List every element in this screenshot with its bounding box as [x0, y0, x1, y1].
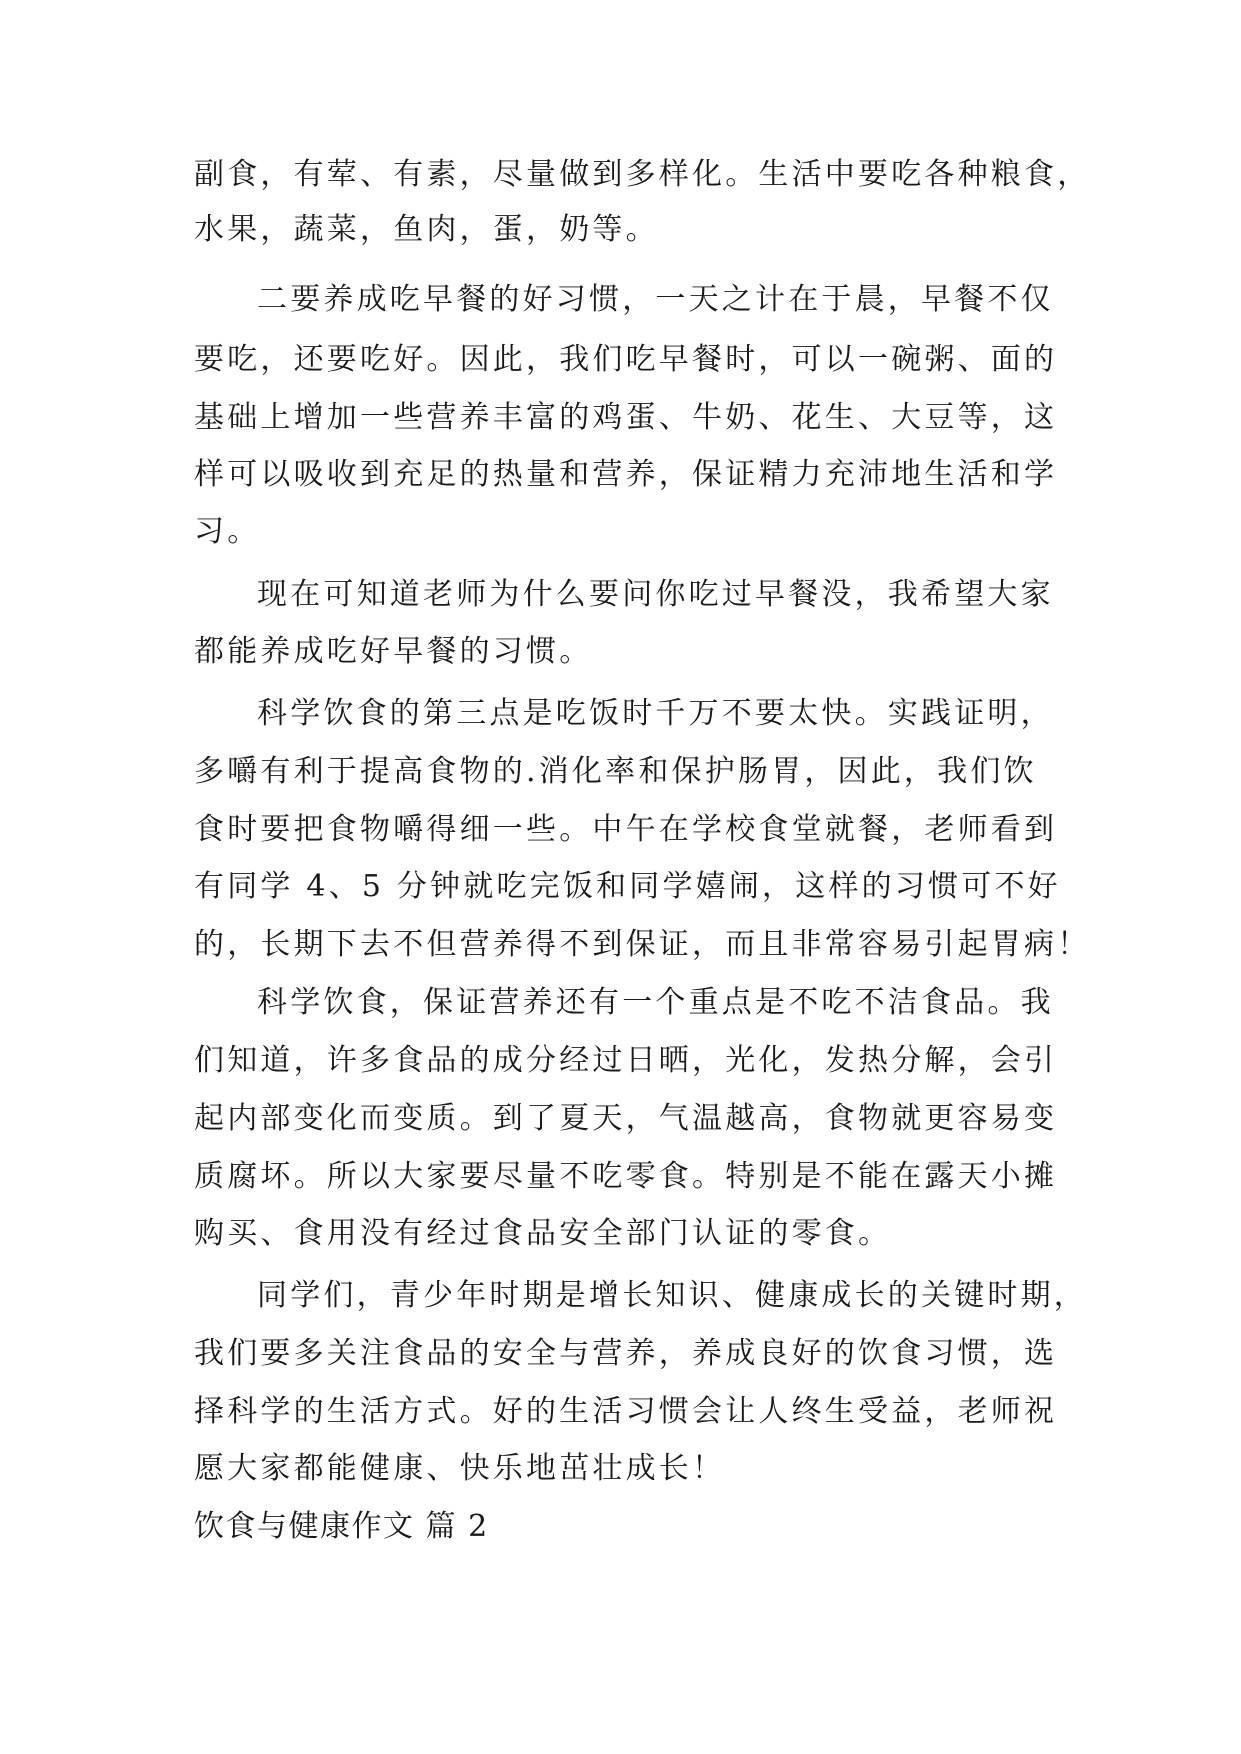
paragraph-5-line-2: 们知道，许多食品的成分经过日晒，光化，发热分解，会引 — [194, 1043, 1058, 1078]
paragraph-6-line-3: 择科学的生活方式。好的生活习惯会让人终生受益，老师祝 — [194, 1394, 1058, 1429]
paragraph-5-line-1: 科学饮食，保证营养还有一个重点是不吃不洁食品。我 — [257, 985, 1054, 1020]
paragraph-4-line-3: 食时要把食物嚼得细一些。中午在学校食堂就餐，老师看到 — [194, 812, 1058, 847]
paragraph-2-line-3: 基础上增加一些营养丰富的鸡蛋、牛奶、花生、大豆等，这 — [194, 400, 1058, 435]
paragraph-4-line-1: 科学饮食的第三点是吃饭时千万不要太快。实践证明， — [257, 696, 1054, 731]
paragraph-1-line-2: 水果，蔬菜，鱼肉，蛋，奶等。 — [194, 212, 659, 247]
paragraph-3-line-2: 都能养成吃好早餐的习惯。 — [194, 634, 593, 669]
paragraph-2-line-1: 二要养成吃早餐的好习惯，一天之计在于晨，早餐不仅 — [257, 282, 1054, 317]
paragraph-4-line-5: 的，长期下去不但营养得不到保证，而且非常容易引起胃病！ — [194, 927, 1091, 962]
section-heading: 饮食与健康作文 篇 2 — [194, 1509, 489, 1544]
paragraph-5-line-3: 起内部变化而变质。到了夏天，气温越高，食物就更容易变 — [194, 1101, 1058, 1136]
paragraph-4-line-2: 多嚼有利于提高食物的.消化率和保护肠胃，因此，我们饮 — [194, 754, 1037, 789]
paragraph-4-line-4: 有同学 4、5 分钟就吃完饭和同学嬉闹，这样的习惯可不好 — [194, 869, 1061, 904]
paragraph-6-line-1: 同学们，青少年时期是增长知识、健康成长的关键时期， — [257, 1278, 1087, 1313]
paragraph-6-line-4: 愿大家都能健康、快乐地茁壮成长！ — [194, 1451, 726, 1486]
paragraph-2-line-4: 样可以吸收到充足的热量和营养，保证精力充沛地生活和学 — [194, 457, 1058, 492]
paragraph-5-line-4: 质腐坏。所以大家要尽量不吃零食。特别是不能在露天小摊 — [194, 1159, 1058, 1194]
paragraph-2-line-5: 习。 — [194, 514, 261, 549]
paragraph-2-line-2: 要吃，还要吃好。因此，我们吃早餐时，可以一碗粥、面的 — [194, 342, 1058, 377]
paragraph-3-line-1: 现在可知道老师为什么要问你吃过早餐没，我希望大家 — [257, 577, 1054, 612]
paragraph-5-line-5: 购买、食用没有经过食品安全部门认证的零食。 — [194, 1216, 892, 1251]
paragraph-6-line-2: 我们要多关注食品的安全与营养，养成良好的饮食习惯，选 — [194, 1336, 1058, 1371]
paragraph-1-line-1: 副食，有荤、有素，尽量做到多样化。生活中要吃各种粮食， — [194, 157, 1091, 192]
